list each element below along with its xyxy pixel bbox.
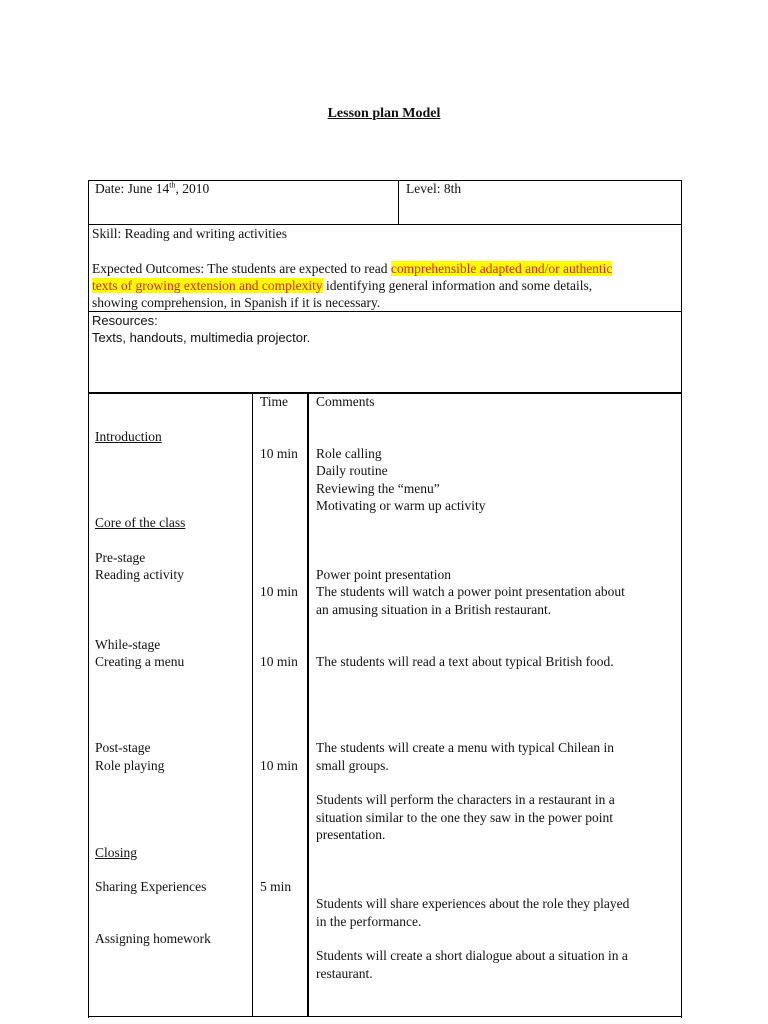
stage-pre: Pre-stage — [95, 550, 146, 565]
time-value: 10 min — [260, 584, 298, 599]
activity-role-playing: Role playing — [95, 758, 165, 773]
skill-text: Skill: Reading and writing activities — [92, 226, 287, 241]
resources-label: Resources: — [92, 313, 158, 328]
column-border — [252, 392, 253, 1017]
stage-post: Post-stage — [95, 740, 151, 755]
activity-reading: Reading activity — [95, 567, 184, 582]
comment-line: in the performance. — [316, 914, 422, 929]
time-value: 10 min — [260, 446, 298, 461]
date-cell: Date: June 14th, 2010 — [95, 180, 210, 196]
activity-menu: Creating a menu — [95, 654, 185, 669]
comment-line: small groups. — [316, 758, 389, 773]
activity-sharing: Sharing Experiences — [95, 879, 207, 894]
document-title: Lesson plan Model — [327, 106, 441, 121]
stage-introduction: Introduction — [95, 429, 162, 444]
time-value: 5 min — [260, 879, 292, 894]
activity-homework: Assigning homework — [95, 931, 211, 946]
time-value: 10 min — [260, 758, 298, 773]
comment-line: Students will perform the characters in a restaurant in a — [316, 792, 615, 807]
comment-line: restaurant. — [316, 966, 373, 981]
column-border — [398, 180, 399, 224]
comment-line: situation similar to the one they saw in the power point — [316, 810, 613, 825]
comment-line: The students will create a menu with typical Chilean in — [316, 740, 615, 755]
level-cell: Level: 8th — [406, 181, 462, 196]
highlighted-text: texts of growing extension and complexity — [92, 278, 323, 293]
row-border — [88, 1016, 682, 1017]
row-border — [88, 392, 682, 394]
stage-while: While-stage — [95, 637, 161, 652]
resources-text: Texts, handouts, multimedia projector. — [92, 330, 311, 345]
comment-line: Motivating or warm up activity — [316, 498, 486, 513]
outcomes-line-1: Expected Outcomes: The students are expected to read comprehensible adapted and/or authentic — [92, 261, 613, 276]
comment-line: Students will share experiences about the role they played — [316, 896, 630, 911]
comment-line: Students will create a short dialogue about a situation in a — [316, 948, 628, 963]
comments-header: Comments — [316, 394, 375, 409]
comment-line: The students will watch a power point presentation about — [316, 584, 625, 599]
outcomes-line-3: showing comprehension, in Spanish if it is necessary. — [92, 295, 381, 310]
comment-line: Daily routine — [316, 463, 388, 478]
stage-core: Core of the class — [95, 515, 186, 530]
comment-line: The students will read a text about typical British food. — [316, 654, 614, 669]
comment-line: Reviewing the “menu” — [316, 481, 440, 496]
comment-line: Role calling — [316, 446, 382, 461]
column-border — [307, 392, 309, 1017]
time-value: 10 min — [260, 654, 298, 669]
time-header: Time — [260, 394, 289, 409]
comment-line: an amusing situation in a British restaurant. — [316, 602, 552, 617]
stage-closing: Closing — [95, 845, 138, 860]
comment-line: presentation. — [316, 827, 386, 842]
outcomes-line-2: texts of growing extension and complexity identifying general information and some details, — [92, 278, 593, 293]
highlighted-text: comprehensible adapted and/or authentic — [390, 261, 613, 276]
comment-line: Power point presentation — [316, 567, 451, 582]
